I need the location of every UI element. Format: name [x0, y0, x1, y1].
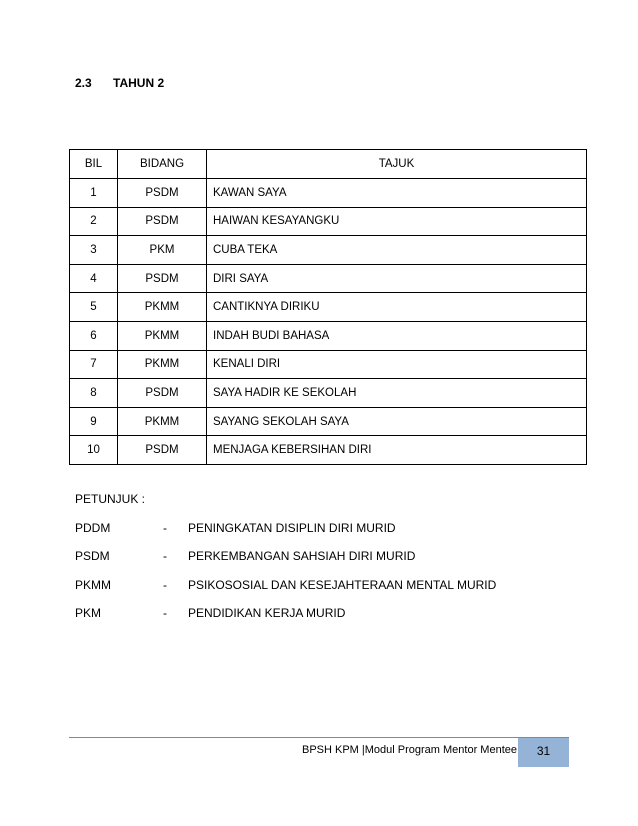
legend-title: PETUNJUK :: [75, 492, 146, 506]
cell-bil: 4: [70, 264, 118, 293]
cell-bidang: PKMM: [118, 293, 207, 322]
footer-text: BPSH KPM |Modul Program Mentor Mentee: [302, 744, 517, 756]
cell-bidang: PKMM: [118, 350, 207, 379]
table-row: [70, 207, 587, 236]
legend-list: [75, 521, 496, 634]
header-bidang: BIDANG: [118, 150, 207, 179]
table-row: [70, 321, 587, 350]
cell-bidang: PSDM: [118, 207, 207, 236]
cell-bil: 5: [70, 293, 118, 322]
section-heading: [75, 76, 164, 90]
legend-abbr: PSDM: [75, 549, 110, 564]
section-title: TAHUN 2: [113, 76, 165, 90]
legend-desc: PENDIDIKAN KERJA MURID: [188, 605, 346, 620]
legend-abbr: PDDM: [75, 521, 111, 535]
cell-tajuk: HAIWAN KESAYANGKU: [207, 207, 587, 236]
cell-tajuk: SAYANG SEKOLAH SAYA: [207, 407, 587, 436]
cell-bil: 8: [70, 379, 118, 408]
legend-item: [75, 606, 496, 634]
table-row: [70, 264, 587, 293]
legend-desc: PERKEMBANGAN SAHSIAH DIRI MURID: [188, 549, 416, 564]
legend-item: [75, 578, 496, 606]
legend-desc: PENINGKATAN DISIPLIN DIRI MURID: [188, 521, 396, 535]
cell-bidang: PSDM: [118, 264, 207, 293]
legend-abbr: PKMM: [75, 577, 111, 592]
topics-table: [69, 149, 587, 465]
cell-bidang: PSDM: [118, 436, 207, 465]
table-row: [70, 293, 587, 322]
table-row: [70, 179, 587, 208]
cell-bidang: PKMM: [118, 407, 207, 436]
legend-item: [75, 521, 496, 549]
legend-dash: -: [163, 577, 167, 592]
cell-tajuk: INDAH BUDI BAHASA: [207, 321, 587, 350]
cell-bil: 7: [70, 350, 118, 379]
table-row: [70, 379, 587, 408]
cell-bidang: PSDM: [118, 179, 207, 208]
table-row: [70, 236, 587, 265]
legend-desc: PSIKOSOSIAL DAN KESEJAHTERAAN MENTAL MURID: [188, 577, 497, 592]
table-header-row: [70, 150, 587, 179]
header-bil: BIL: [70, 150, 118, 179]
legend-item: [75, 549, 496, 577]
footer-divider: [69, 737, 569, 738]
table-row: [70, 436, 587, 465]
cell-bil: 6: [70, 321, 118, 350]
cell-tajuk: KENALI DIRI: [207, 350, 587, 379]
table-row: [70, 350, 587, 379]
legend-abbr: PKM: [75, 605, 102, 620]
cell-bil: 2: [70, 207, 118, 236]
page-number: 31: [518, 738, 569, 767]
cell-tajuk: KAWAN SAYA: [207, 179, 587, 208]
cell-bil: 1: [70, 179, 118, 208]
legend-dash: -: [163, 549, 167, 564]
cell-bil: 3: [70, 236, 118, 265]
section-number: 2.3: [75, 76, 92, 90]
cell-tajuk: MENJAGA KEBERSIHAN DIRI: [207, 436, 587, 465]
cell-tajuk: CANTIKNYA DIRIKU: [207, 293, 587, 322]
cell-tajuk: DIRI SAYA: [207, 264, 587, 293]
cell-bil: 10: [70, 436, 118, 465]
cell-bidang: PKMM: [118, 321, 207, 350]
header-tajuk: TAJUK: [207, 150, 587, 179]
legend-dash: -: [163, 521, 167, 535]
cell-tajuk: CUBA TEKA: [207, 236, 587, 265]
cell-bidang: PSDM: [118, 379, 207, 408]
cell-bil: 9: [70, 407, 118, 436]
legend-dash: -: [163, 605, 167, 620]
table-row: [70, 407, 587, 436]
cell-tajuk: SAYA HADIR KE SEKOLAH: [207, 379, 587, 408]
cell-bidang: PKM: [118, 236, 207, 265]
